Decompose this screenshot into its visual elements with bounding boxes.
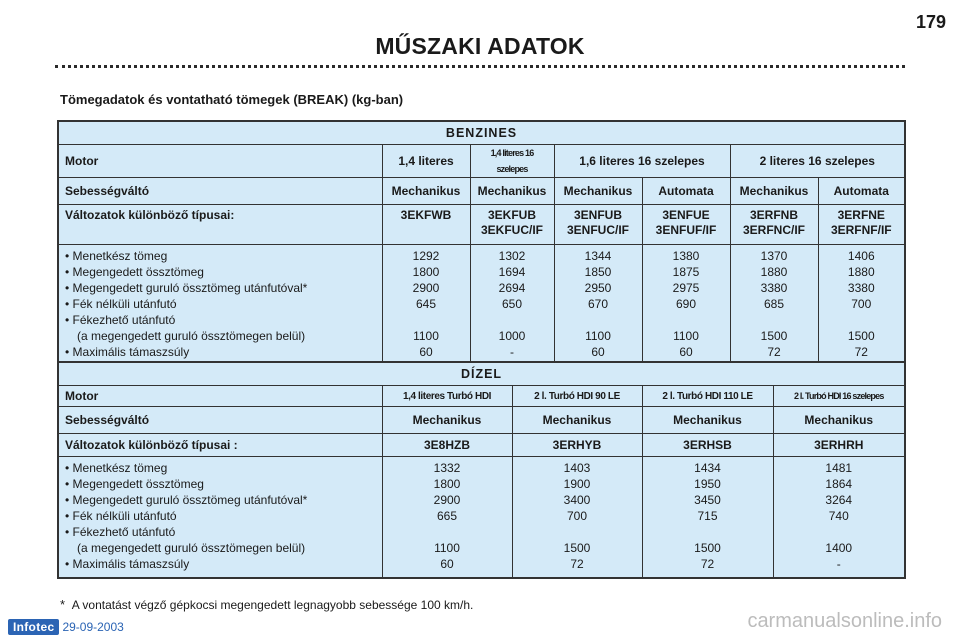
row-label-braked-trailer: • Fékezhető utánfutó — [65, 525, 176, 539]
petrol-variant-6-line-1: 3ERFNE — [837, 208, 885, 222]
petrol-gearbox-label: Sebességváltó — [58, 178, 382, 205]
diesel-motor-2-text: 2 l. Turbó HDI 90 LE — [534, 391, 620, 402]
infotec-logo: Infotec — [8, 619, 59, 635]
row-label-unbraked-trailer: • Fék nélküli utánfutó — [65, 509, 177, 523]
print-date: 29-09-2003 — [62, 620, 124, 634]
value-cell: 1332 — [433, 461, 461, 475]
value-cell: 1694 — [498, 265, 526, 279]
value-cell: 650 — [501, 297, 523, 311]
value-cell: 700 — [851, 297, 872, 311]
value-cell: 1800 — [412, 265, 440, 279]
value-spacer — [778, 525, 901, 541]
brand-stamp — [8, 619, 124, 635]
value-cell: 1000 — [498, 329, 526, 343]
value-cell: 60 — [679, 345, 693, 359]
diesel-variant-3: 3ERHSB — [642, 434, 773, 457]
row-label-curb-weight: • Menetkész tömeg — [65, 249, 168, 263]
value-spacer — [559, 313, 638, 329]
diesel-gearbox-2: Mechanikus — [512, 407, 642, 434]
value-spacer — [735, 313, 814, 329]
petrol-motor-4: 2 literes 16 szelepes — [730, 145, 905, 178]
value-cell: 1100 — [434, 541, 460, 555]
diesel-motor-2 — [512, 386, 642, 407]
value-spacer — [475, 313, 550, 329]
value-cell: 700 — [566, 509, 588, 523]
value-cell: - — [510, 345, 514, 359]
petrol-motor-2-text: 1,4 literes 16 szelepes — [490, 148, 534, 174]
value-spacer — [647, 313, 726, 329]
diesel-variant-1: 3E8HZB — [382, 434, 512, 457]
section-heading: Tömegadatok és vontatható tömegek (BREAK) (kg-ban) — [60, 92, 404, 107]
diesel-values-col-2 — [512, 457, 642, 579]
value-spacer — [647, 525, 769, 541]
value-cell: 1100 — [673, 329, 699, 343]
diesel-variants-label: Változatok különböző típusai : — [58, 434, 382, 457]
petrol-row-labels — [58, 245, 382, 367]
value-cell: 715 — [697, 509, 718, 523]
petrol-variants-label: Változatok különböző típusai: — [58, 205, 382, 245]
value-cell: 1864 — [825, 477, 853, 491]
value-spacer — [387, 313, 466, 329]
watermark: carmanualsonline.info — [747, 610, 942, 632]
diesel-motor-1-text: 1,4 literes Turbó HDI — [402, 391, 492, 402]
footnote-mark: * — [60, 597, 66, 612]
value-cell: 2900 — [433, 493, 461, 507]
value-cell: 2900 — [412, 281, 440, 295]
diesel-motor-1 — [382, 386, 512, 407]
petrol-variant-1-line-1: 3EKFWB — [400, 208, 452, 222]
petrol-variant-4 — [642, 205, 730, 245]
value-cell: 1302 — [498, 249, 526, 263]
value-cell: 1950 — [694, 477, 721, 491]
value-cell: 1100 — [413, 329, 439, 343]
petrol-variant-3-line-1: 3ENFUB — [573, 208, 622, 222]
petrol-values-col-1 — [382, 245, 470, 367]
value-cell: 1500 — [760, 329, 788, 343]
value-cell: 72 — [700, 557, 715, 571]
petrol-variant-4-line-1: 3ENFUE — [662, 208, 710, 222]
petrol-spec-table — [57, 120, 906, 367]
value-cell: 645 — [415, 297, 437, 311]
value-cell: 60 — [591, 345, 605, 359]
petrol-values-col-6 — [818, 245, 905, 367]
petrol-variant-3 — [554, 205, 642, 245]
value-cell: 1500 — [847, 329, 875, 343]
value-cell: 1344 — [584, 249, 612, 263]
value-cell: 1900 — [563, 477, 591, 491]
row-label-braked-trailer-note: (a megengedett guruló össztömegen belül) — [77, 541, 306, 555]
petrol-gearbox-1: Mechanikus — [382, 178, 470, 205]
petrol-variant-1 — [382, 205, 470, 245]
diesel-spec-table — [57, 361, 906, 579]
diesel-gearbox-1: Mechanikus — [382, 407, 512, 434]
value-cell: 1800 — [433, 477, 461, 491]
value-spacer — [517, 525, 638, 541]
row-label-gross-combined: • Megengedett guruló össztömeg utánfutóval* — [65, 281, 308, 295]
footnote — [60, 597, 473, 612]
row-label-gross-weight: • Megengedett össztömeg — [65, 477, 204, 491]
value-cell: 1400 — [825, 541, 853, 555]
value-spacer — [387, 525, 508, 541]
value-cell: 1875 — [672, 265, 700, 279]
petrol-motor-3: 1,6 literes 16 szelepes — [554, 145, 730, 178]
value-spacer — [823, 313, 901, 329]
petrol-variant-6 — [818, 205, 905, 245]
value-cell: 1880 — [847, 265, 875, 279]
value-cell: 3264 — [825, 493, 853, 507]
diesel-motor-4 — [773, 386, 905, 407]
diesel-motor-4-text: 2 l. Turbó HDI 16 szelepes — [793, 391, 884, 401]
value-cell: 1850 — [584, 265, 612, 279]
row-label-nose-weight: • Maximális támaszsúly — [65, 345, 190, 359]
diesel-variant-2: 3ERHYB — [512, 434, 642, 457]
value-cell: 670 — [587, 297, 609, 311]
value-cell: 2950 — [584, 281, 612, 295]
value-cell: 3380 — [847, 281, 875, 295]
value-cell: 3400 — [563, 493, 591, 507]
value-cell: 1292 — [412, 249, 440, 263]
petrol-gearbox-6: Automata — [818, 178, 905, 205]
diesel-variant-4: 3ERHRH — [773, 434, 905, 457]
petrol-table-title: BENZINES — [58, 121, 905, 145]
value-cell: 60 — [419, 345, 433, 359]
value-cell: 72 — [570, 557, 584, 571]
petrol-gearbox-4: Automata — [642, 178, 730, 205]
value-cell: 1880 — [760, 265, 788, 279]
diesel-row-labels — [58, 457, 382, 579]
petrol-motor-2 — [470, 145, 554, 178]
value-cell: - — [836, 557, 841, 571]
value-cell: 3450 — [694, 493, 721, 507]
petrol-values-col-2 — [470, 245, 554, 367]
diesel-gearbox-3: Mechanikus — [642, 407, 773, 434]
value-cell: 1403 — [563, 461, 591, 475]
diesel-values-col-3 — [642, 457, 773, 579]
petrol-variant-2-line-2: 3EKFUC/IF — [480, 223, 543, 237]
row-label-gross-combined: • Megengedett guruló össztömeg utánfutóval* — [65, 493, 308, 507]
page-title: MŰSZAKI ADATOK — [375, 33, 585, 59]
value-cell: 740 — [828, 509, 849, 523]
petrol-variant-6-line-2: 3ERFNF/IF — [830, 223, 892, 237]
value-cell: 1500 — [563, 541, 591, 555]
row-label-unbraked-trailer: • Fék nélküli utánfutó — [65, 297, 177, 311]
petrol-variant-4-line-2: 3ENFUF/IF — [655, 223, 717, 237]
value-cell: 1370 — [760, 249, 788, 263]
value-cell: 60 — [440, 557, 454, 571]
row-label-gross-weight: • Megengedett össztömeg — [65, 265, 204, 279]
petrol-gearbox-5: Mechanikus — [730, 178, 818, 205]
value-cell: 2694 — [498, 281, 526, 295]
footnote-text: A vontatást végző gépkocsi megengedett legnagyobb sebessége 100 km/h. — [71, 598, 474, 612]
page-number: 179 — [915, 12, 946, 32]
petrol-motor-label: Motor — [58, 145, 382, 178]
diesel-motor-label: Motor — [58, 386, 382, 407]
row-label-nose-weight: • Maximális támaszsúly — [65, 557, 190, 571]
row-label-braked-trailer: • Fékezhető utánfutó — [65, 313, 176, 327]
petrol-values-col-4 — [642, 245, 730, 367]
petrol-variant-5-line-1: 3ERFNB — [749, 208, 798, 222]
diesel-gearbox-4: Mechanikus — [773, 407, 905, 434]
title-divider — [55, 65, 905, 68]
petrol-motor-1: 1,4 literes — [382, 145, 470, 178]
petrol-variant-5 — [730, 205, 818, 245]
petrol-variant-2-line-1: 3EKFUB — [487, 208, 536, 222]
value-cell: 665 — [436, 509, 458, 523]
value-cell: 1500 — [694, 541, 721, 555]
petrol-values-col-3 — [554, 245, 642, 367]
value-cell: 1406 — [847, 249, 875, 263]
diesel-values-col-4 — [773, 457, 905, 579]
row-label-curb-weight: • Menetkész tömeg — [65, 461, 168, 475]
diesel-motor-3 — [642, 386, 773, 407]
value-cell: 690 — [675, 297, 697, 311]
petrol-variant-3-line-2: 3ENFUC/IF — [566, 223, 629, 237]
petrol-values-col-5 — [730, 245, 818, 367]
diesel-motor-3-text: 2 l. Turbó HDI 110 LE — [662, 391, 753, 402]
value-cell: 72 — [767, 345, 781, 359]
diesel-values-col-1 — [382, 457, 512, 579]
value-cell: 685 — [763, 297, 785, 311]
petrol-gearbox-3: Mechanikus — [554, 178, 642, 205]
row-label-braked-trailer-note: (a megengedett guruló össztömegen belül) — [77, 329, 306, 343]
petrol-variant-2 — [470, 205, 554, 245]
value-cell: 1380 — [672, 249, 700, 263]
diesel-table-title: DÍZEL — [58, 362, 905, 386]
petrol-variant-5-line-2: 3ERFNC/IF — [742, 223, 805, 237]
petrol-gearbox-2: Mechanikus — [470, 178, 554, 205]
value-cell: 72 — [854, 345, 868, 359]
value-cell: 1434 — [694, 461, 721, 475]
value-cell: 1100 — [585, 329, 611, 343]
value-cell: 2975 — [672, 281, 700, 295]
value-cell: 3380 — [760, 281, 788, 295]
value-cell: 1481 — [825, 461, 853, 475]
diesel-gearbox-label: Sebességváltó — [58, 407, 382, 434]
